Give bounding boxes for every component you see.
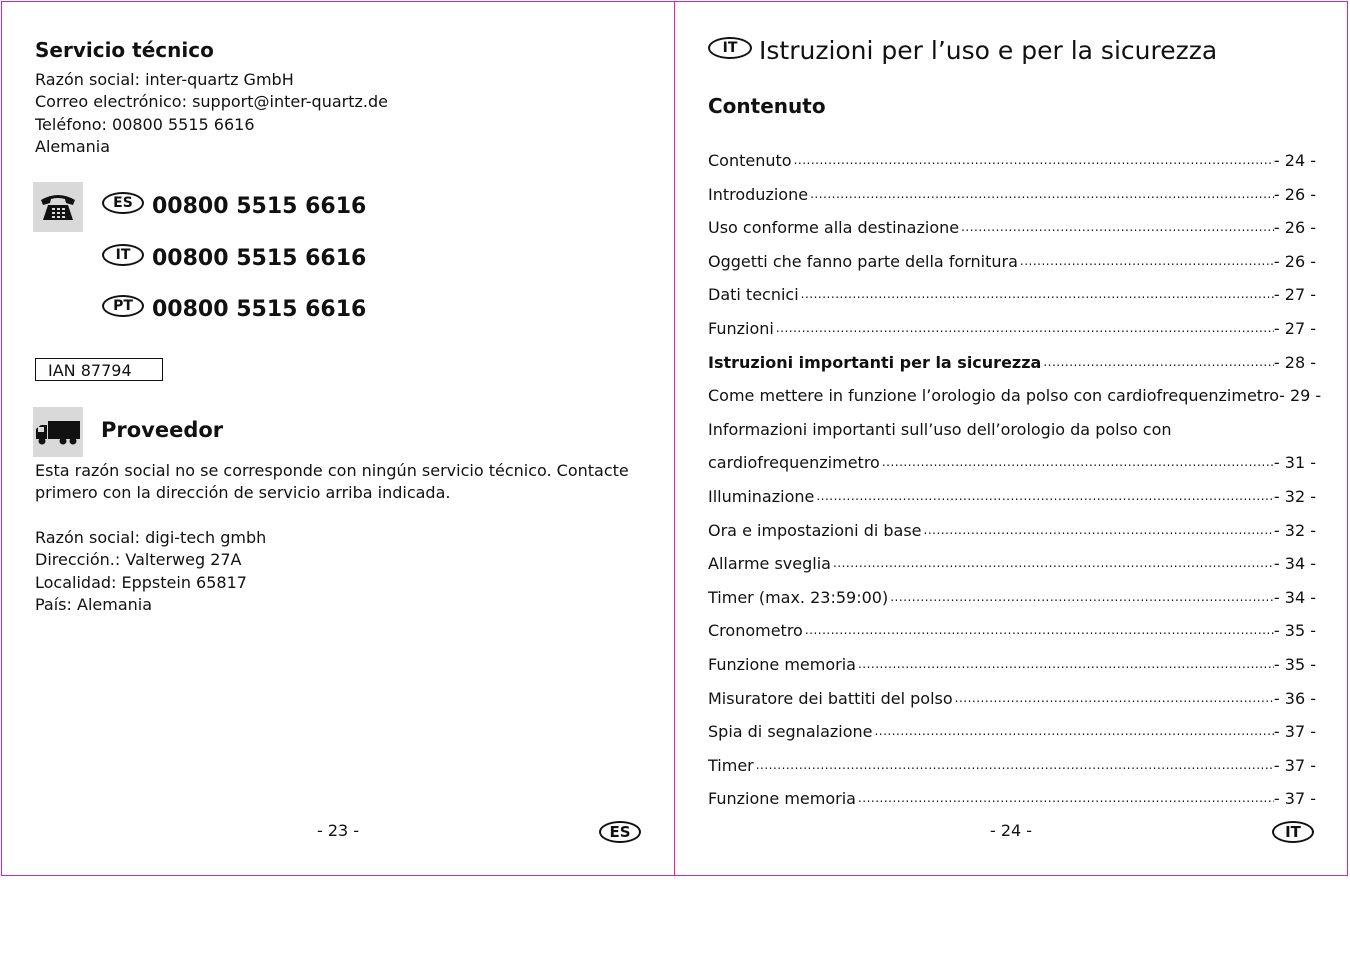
toc-entry-page: - 26 - — [1273, 251, 1316, 271]
lang-badge-it: IT — [102, 244, 144, 266]
toc-entry — [708, 652, 1316, 674]
toc-entry-leader-dots — [774, 316, 1274, 338]
toc-entry-leader-dots — [1018, 249, 1274, 271]
toc-entry-leader-dots — [803, 618, 1274, 640]
page-number-right: - 24 - — [990, 821, 1033, 840]
page-number-left: - 23 - — [317, 821, 360, 840]
toc-entry-leader-dots — [831, 551, 1274, 573]
toc-entry-page: - 26 - — [1273, 218, 1316, 238]
toc-entry-page: - 32 - — [1273, 520, 1316, 540]
toc-entry — [708, 518, 1316, 540]
lang-badge-pt: PT — [102, 295, 144, 317]
toc-entry-label: Misuratore dei battiti del polso — [708, 688, 953, 708]
toc-entry-label: Illuminazione — [708, 487, 815, 506]
footer-lang-badge-it: IT — [1272, 821, 1314, 843]
toc-entry — [708, 484, 1316, 506]
toc-entry-leader-dots — [888, 585, 1274, 607]
toc-entry-page: - 36 - — [1273, 688, 1316, 708]
toc-entry-leader-dots — [808, 182, 1274, 204]
toc-entry-label: Uso conforme alla destinazione — [708, 218, 960, 238]
ian-box: IAN 87794 — [35, 358, 163, 381]
supplier-heading: Proveedor — [101, 418, 224, 442]
toc-entry-page: - 27 - — [1273, 285, 1316, 305]
toc-entry — [708, 753, 1316, 775]
truck-icon — [33, 407, 83, 457]
toc-entry-page: - 31 - — [1273, 453, 1316, 473]
document-title: Istruzioni per l’uso e per la sicurezza — [759, 36, 1218, 65]
toc-entry-leader-dots — [872, 719, 1273, 741]
toc-entry-page: - 35 - — [1273, 655, 1316, 674]
toc-entry-label: Funzione memoria — [708, 789, 856, 809]
toc-entry-leader-dots — [959, 215, 1274, 237]
toc-entry-leader-dots — [880, 450, 1274, 472]
toc-entry-label: Oggetti che fanno parte della fornitura — [708, 251, 1018, 271]
toc-entry-page: - 34 - — [1273, 587, 1316, 607]
toc-entry-label: Contenuto — [708, 151, 792, 170]
toc-entry — [708, 215, 1316, 237]
toc-entry-label: Come mettere in funzione l’orologio da polso con cardiofrequenzimetro — [708, 386, 1280, 406]
toc-entry-leader-dots — [1041, 350, 1274, 372]
toc-entry-label: Funzioni — [708, 319, 774, 338]
supplier-address-lines: Razón social: digi-tech gmbh Dirección.: Valterweg 27A Localidad: Eppstein 65817 País: Alemania — [35, 528, 267, 614]
toc-entry-page: - 37 - — [1273, 722, 1316, 742]
toc-entry-page: - 24 - — [1273, 151, 1316, 170]
toc-entry-page: - 29 - — [1279, 386, 1322, 406]
toc-entry-leader-dots — [792, 148, 1274, 170]
toc-entry — [708, 618, 1316, 640]
service-heading: Servicio técnico — [35, 38, 214, 62]
toc-entry — [708, 383, 1322, 406]
toc-entry-leader-dots — [856, 786, 1274, 808]
toc-entry-label: cardiofrequenzimetro — [708, 453, 880, 473]
toc-entry — [708, 282, 1316, 304]
toc-entry-leader-dots — [856, 652, 1274, 674]
phone-number-pt: 00800 5515 6616 — [152, 297, 367, 322]
toc-entry-page: - 27 - — [1273, 319, 1316, 338]
service-contact-lines: Razón social: inter-quartz GmbH Correo electrónico: support@inter-quartz.de Teléfono: 00800 5515 6616 Alemania — [35, 70, 388, 156]
page-left — [1, 1, 675, 876]
toc-entry-label: Timer (max. 23:59:00) — [708, 587, 889, 607]
toc-entry — [708, 551, 1316, 573]
toc-entry — [708, 719, 1316, 741]
toc-entry — [708, 316, 1316, 338]
toc-entry-label: Cronometro — [708, 621, 803, 641]
toc-entry-label: Allarme sveglia — [708, 554, 831, 574]
toc-entry-page: - 32 - — [1273, 487, 1316, 506]
toc-heading: Contenuto — [708, 94, 826, 118]
toc-entry-label: Funzione memoria — [708, 655, 856, 674]
phone-number-it: 00800 5515 6616 — [152, 246, 367, 271]
toc-entry — [708, 350, 1316, 372]
toc-entry — [708, 249, 1316, 271]
toc-entry-leader-dots — [799, 282, 1274, 304]
toc-entry-leader-dots — [922, 518, 1274, 540]
toc-entry — [708, 148, 1316, 170]
toc-entry-page: - 35 - — [1273, 621, 1316, 641]
toc-entry — [708, 686, 1316, 708]
telephone-icon — [33, 182, 83, 232]
footer-lang-badge-es: ES — [599, 821, 641, 843]
toc-entry — [708, 450, 1316, 472]
toc-entry-label: Spia di segnalazione — [708, 722, 873, 742]
toc-entry-label: Timer — [708, 755, 754, 775]
toc-entry-page: - 37 - — [1273, 755, 1316, 775]
title-lang-badge-it: IT — [708, 37, 752, 59]
toc-entry-page: - 34 - — [1273, 554, 1316, 574]
toc-entry-page: - 28 - — [1273, 352, 1316, 372]
toc-entry-leader-dots — [953, 686, 1274, 708]
lang-badge-es: ES — [102, 192, 144, 214]
toc-entry — [708, 417, 1316, 439]
toc-entry-label: Informazioni importanti sull’uso dell’orologio da polso con — [708, 419, 1172, 439]
toc-entry — [708, 786, 1316, 808]
toc-entry — [708, 182, 1316, 204]
page-right — [674, 1, 1348, 876]
toc-entry-leader-dots — [814, 484, 1274, 506]
toc-entry — [708, 585, 1316, 607]
supplier-note: Esta razón social no se corresponde con ningún servicio técnico. Contacte primero con la dirección de servicio arriba indicada. — [35, 461, 629, 503]
toc-entry-page: - 37 - — [1273, 789, 1316, 809]
toc-entry-label: Istruzioni importanti per la sicurezza — [708, 352, 1042, 372]
toc-entry-label: Ora e impostazioni di base — [708, 520, 922, 540]
toc-entry-label: Introduzione — [708, 184, 809, 204]
toc-entry-leader-dots — [754, 753, 1274, 775]
toc-entry-page: - 26 - — [1273, 184, 1316, 204]
toc-entry-label: Dati tecnici — [708, 285, 799, 305]
phone-number-es: 00800 5515 6616 — [152, 194, 367, 219]
